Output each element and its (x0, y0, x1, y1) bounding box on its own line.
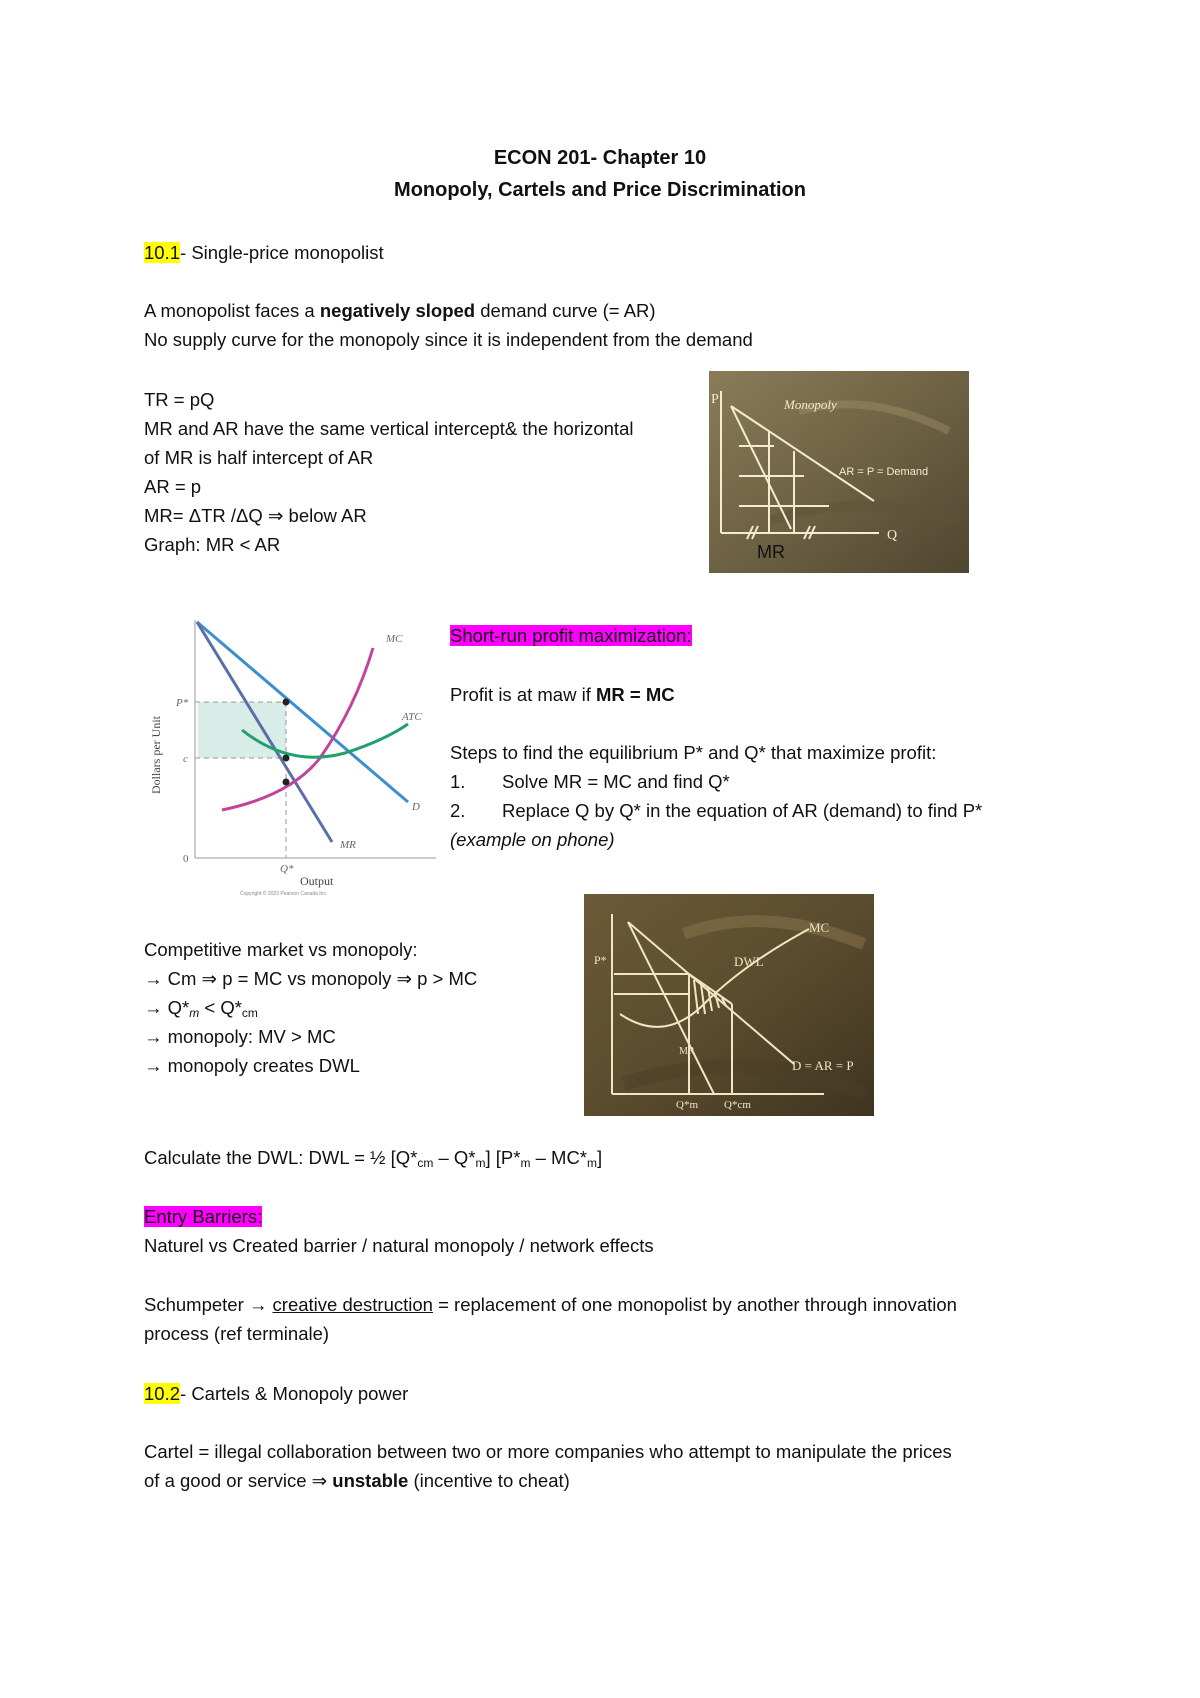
photo2-d-label: D = AR = P (792, 1058, 854, 1073)
mr-ar-line1: MR and AR have the same vertical intercept& the horizontal (144, 418, 634, 439)
text: → Q* (144, 997, 190, 1018)
fig-atc-label: ATC (402, 711, 422, 723)
ar-equals-p: AR = p (144, 476, 202, 497)
comp-line-4: → monopoly creates DWL (144, 1055, 360, 1076)
step-text: Replace Q by Q* in the equation of AR (demand) to find P* (502, 800, 983, 821)
fig-pstar-label: P* (176, 697, 189, 709)
bold-text: negatively sloped (319, 300, 476, 321)
step-number: 2. (450, 800, 466, 821)
mr-definition: MR= ΔTR /ΔQ ⇒ below AR (144, 505, 367, 526)
photo1-ar-label: AR = P = Demand (839, 466, 929, 478)
text: – MC* (530, 1147, 588, 1168)
fig-mc-label: MC (386, 633, 403, 645)
fig-d-label: D (412, 801, 420, 813)
bold-text: unstable (332, 1470, 409, 1491)
cartel-line-1: Cartel = illegal collaboration between two or more companies who attempt to manipulate the prices (144, 1441, 952, 1462)
mr-ar-line2: of MR is half intercept of AR (144, 447, 374, 468)
fig-mr-label: MR (340, 839, 356, 851)
fig-qstar-label: Q* (280, 863, 294, 875)
text: of a good or service ⇒ (144, 1470, 333, 1491)
paragraph-demand-curve (144, 300, 656, 322)
section-10-2-number: 10.2 (144, 1383, 181, 1404)
photo2-dwl-label: DWL (734, 954, 764, 969)
section-10-2-title: - Cartels & Monopoly power (180, 1383, 409, 1404)
example-note: (example on phone) (450, 829, 615, 850)
text: < Q* (199, 997, 242, 1018)
bold-text: MR = MC (595, 684, 675, 705)
underlined-text: creative destruction (272, 1294, 433, 1315)
doc-title-line2: Monopoly, Cartels and Price Discrimination (394, 179, 806, 201)
photo2-p-label: P* (594, 953, 607, 967)
fig-ylabel: Dollars per Unit (149, 716, 163, 794)
schumpeter-line-1 (144, 1294, 957, 1316)
text: – Q* (433, 1147, 476, 1168)
section-10-1-number: 10.1 (144, 242, 181, 263)
photo1-p-label: P (711, 392, 719, 407)
short-run-heading (450, 625, 692, 647)
entry-barriers-heading-text: Entry Barriers: (144, 1206, 263, 1227)
subscript: m (189, 1006, 200, 1020)
text: ] (597, 1147, 603, 1168)
step-text: Solve MR = MC and find Q* (502, 771, 730, 792)
photo1-mr-label: MR (757, 542, 785, 562)
section-10-2-heading (144, 1383, 408, 1405)
subscript: cm (417, 1156, 434, 1170)
tr-formula: TR = pQ (144, 389, 215, 410)
blackboard-photo-dwl (584, 894, 874, 1116)
profit-max-rule (450, 684, 675, 706)
monopoly-profit-figure (140, 608, 440, 898)
step-number: 1. (450, 771, 466, 792)
entry-barriers-line: Naturel vs Created barrier / natural monopoly / network effects (144, 1235, 654, 1256)
text: Profit is at maw if (450, 684, 596, 705)
comp-line-2 (144, 997, 258, 1024)
comp-line-3: → monopoly: MV > MC (144, 1026, 336, 1047)
fig-c-label: c (183, 753, 188, 765)
comp-line-1: → Cm ⇒ p = MC vs monopoly ⇒ p > MC (144, 968, 478, 989)
paragraph-no-supply: No supply curve for the monopoly since it is independent from the demand (144, 329, 753, 350)
doc-title-line1: ECON 201- Chapter 10 (493, 147, 707, 169)
subscript: m (587, 1156, 598, 1170)
comp-title: Competitive market vs monopoly: (144, 939, 418, 960)
text: (incentive to cheat) (408, 1470, 570, 1491)
text: Schumpeter → (144, 1294, 273, 1315)
photo2-qm-label: Q*m (676, 1099, 698, 1111)
subscript: cm (241, 1006, 258, 1020)
subscript: m (475, 1156, 486, 1170)
short-run-heading-text: Short-run profit maximization: (450, 625, 692, 646)
step-1 (450, 771, 730, 793)
fig-copyright: Copyright © 2023 Pearson Canada Inc. (240, 891, 328, 897)
subscript: m (520, 1156, 531, 1170)
step-2 (450, 800, 983, 822)
steps-intro: Steps to find the equilibrium P* and Q* that maximize profit: (450, 742, 937, 763)
text: A monopolist faces a (144, 300, 320, 321)
section-10-1-heading (144, 242, 384, 264)
text: demand curve (= AR) (475, 300, 656, 321)
blackboard-photo-monopoly (709, 371, 969, 573)
photo1-title-label: Monopoly (784, 397, 837, 412)
entry-barriers-heading (144, 1206, 262, 1228)
text: Calculate the DWL: DWL = ½ [Q* (144, 1147, 418, 1168)
fig-origin-label: 0 (183, 853, 189, 865)
photo2-mr-label: MR (679, 1046, 695, 1057)
schumpeter-line-2: process (ref terminale) (144, 1323, 330, 1344)
graph-note: Graph: MR < AR (144, 534, 281, 555)
cartel-line-2 (144, 1470, 570, 1492)
section-10-1-title: - Single-price monopolist (180, 242, 384, 263)
text: = replacement of one monopolist by another through innovation (432, 1294, 957, 1315)
text: ] [P* (485, 1147, 521, 1168)
fig-xlabel: Output (300, 874, 334, 888)
photo2-mc-label: MC (809, 920, 830, 935)
photo2-qcm-label: Q*cm (724, 1099, 751, 1111)
dwl-formula (144, 1147, 602, 1174)
photo1-q-label: Q (887, 528, 898, 543)
